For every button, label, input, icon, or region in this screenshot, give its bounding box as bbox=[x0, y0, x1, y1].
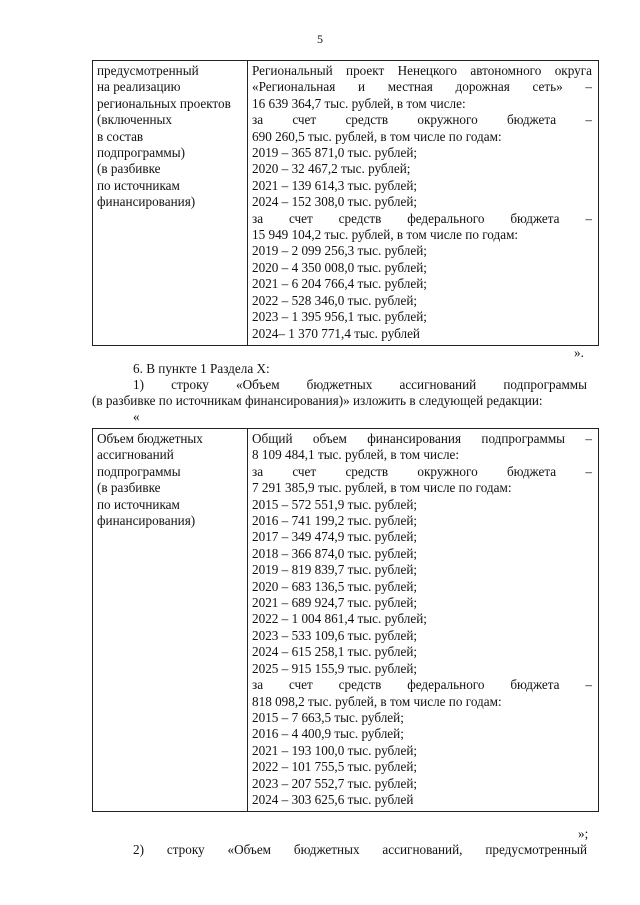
table2-right-just: за счет средств окружного бюджета – bbox=[252, 463, 592, 479]
table1-right-line: 2020 – 4 350 008,0 тыс. рублей; bbox=[252, 259, 427, 275]
table1-left-line: на реализацию bbox=[97, 79, 181, 95]
table1-right-line: 16 639 364,7 тыс. рублей, в том числе: bbox=[252, 95, 466, 111]
table1-left-cell bbox=[93, 61, 248, 346]
table1-left-line: региональных проектов bbox=[97, 95, 231, 111]
table2-right-line: 2019 – 819 839,7 тыс. рублей; bbox=[252, 562, 418, 578]
table1-left-line: подпрограммы) bbox=[97, 145, 186, 161]
table1-right-line: 15 949 104,2 тыс. рублей, в том числе по годам: bbox=[252, 227, 519, 243]
table2-left-line: Объем бюджетных bbox=[97, 431, 203, 446]
table1-left-line: финансирования) bbox=[97, 194, 196, 210]
table2-left-line: по источникам bbox=[97, 496, 180, 512]
table1-right-just: «Региональная и местная дорожная сеть» – bbox=[252, 79, 592, 95]
table2-right-line: 2021 – 689 924,7 тыс. рублей; bbox=[252, 595, 418, 611]
table1-left-text bbox=[97, 63, 243, 211]
closing-quote: »; bbox=[578, 826, 589, 841]
table1-right-line: 2020 – 32 467,2 тыс. рублей; bbox=[252, 161, 411, 177]
table1-left-line: предусмотренный bbox=[97, 63, 199, 78]
table2-right-line: 8 109 484,1 тыс. рублей, в том числе: bbox=[252, 447, 460, 463]
table-row bbox=[93, 61, 599, 346]
table1-right-line: 690 260,5 тыс. рублей, в том числе по годам: bbox=[252, 128, 502, 144]
table1-right-line: 2022 – 528 346,0 тыс. рублей; bbox=[252, 292, 418, 308]
table2-right-line: 2022 – 101 755,5 тыс. рублей; bbox=[252, 759, 418, 775]
table1-right-line: 2024– 1 370 771,4 тыс. рублей bbox=[252, 325, 420, 341]
table-row bbox=[93, 429, 599, 812]
table2-right-just: Общий объем финансирования подпрограммы – bbox=[252, 431, 592, 446]
table2-right-cell bbox=[248, 429, 599, 812]
table1-right-line: 2019 – 365 871,0 тыс. рублей; bbox=[252, 145, 418, 161]
table2-right-line: 2023 – 207 552,7 тыс. рублей; bbox=[252, 775, 418, 791]
page-number: 5 bbox=[317, 32, 323, 46]
table1-left-line: по источникам bbox=[97, 177, 180, 193]
table1-right-just: Региональный проект Ненецкого автономного округа bbox=[252, 63, 592, 78]
table2-right-line: 2016 – 4 400,9 тыс. рублей; bbox=[252, 726, 404, 742]
table2-right-lines-regional bbox=[252, 480, 592, 677]
table2-left-line: финансирования) bbox=[97, 513, 196, 529]
table1-right-line: 2021 – 6 204 766,4 тыс. рублей; bbox=[252, 276, 427, 292]
table-regional-projects bbox=[92, 60, 599, 346]
table2-left-line: ассигнований bbox=[97, 447, 174, 463]
table2-right-line: 2018 – 366 874,0 тыс. рублей; bbox=[252, 545, 418, 561]
table1-right-line: 2021 – 139 614,3 тыс. рублей; bbox=[252, 177, 418, 193]
table2-right-line: 2016 – 741 199,2 тыс. рублей; bbox=[252, 513, 418, 529]
table2-left-text bbox=[97, 431, 243, 529]
table2-right-line: 2015 – 7 663,5 тыс. рублей; bbox=[252, 709, 404, 725]
item-6-subitem-2: 2) строку «Объем бюджетных ассигнований, предусмотренный bbox=[133, 842, 587, 857]
table2-right-just: за счет средств федерального бюджета – bbox=[252, 677, 592, 693]
item-6-subitem-1-cont: (в разбивке по источникам финансирования)» изложить в следующей редакции: bbox=[92, 393, 543, 408]
table1-right-cell bbox=[248, 61, 599, 346]
table1-right-just: за счет средств федерального бюджета – bbox=[252, 210, 592, 226]
table2-right-text bbox=[252, 431, 592, 808]
table1-right-line: 2019 – 2 099 256,3 тыс. рублей; bbox=[252, 243, 427, 259]
table2-right-line: 2015 – 572 551,9 тыс. рублей; bbox=[252, 496, 418, 512]
table2-right-line: 2017 – 349 474,9 тыс. рублей; bbox=[252, 529, 418, 545]
table2-left-line: подпрограммы bbox=[97, 463, 181, 479]
item-6-subitem-1: 1) строку «Объем бюджетных ассигнований подпрограммы bbox=[133, 377, 587, 392]
table-budget-allocations bbox=[92, 428, 599, 812]
table2-right-line: 818 098,2 тыс. рублей, в том числе по годам: bbox=[252, 693, 502, 709]
table2-right-line: 7 291 385,9 тыс. рублей, в том числе по годам: bbox=[252, 480, 512, 496]
table2-left-cell bbox=[93, 429, 248, 812]
item-6-heading: 6. В пункте 1 Раздела X: bbox=[133, 361, 270, 376]
table1-right-text bbox=[252, 63, 592, 342]
opening-quote: « bbox=[133, 409, 140, 424]
table2-right-line: 2023 – 533 109,6 тыс. рублей; bbox=[252, 627, 418, 643]
table1-right-line: 2024 – 152 308,0 тыс. рублей; bbox=[252, 194, 418, 210]
table2-right-line: 2022 – 1 004 861,4 тыс. рублей; bbox=[252, 611, 427, 627]
closing-quote: ». bbox=[574, 345, 584, 360]
table1-right-just: за счет средств окружного бюджета – bbox=[252, 112, 592, 128]
table2-right-lines-federal bbox=[252, 694, 592, 809]
table1-left-line: (в разбивке bbox=[97, 161, 161, 177]
table2-left-line: (в разбивке bbox=[97, 480, 161, 496]
table2-right-line: 2024 – 303 625,6 тыс. рублей bbox=[252, 791, 414, 807]
table1-left-line: (включенных bbox=[97, 112, 173, 128]
table2-right-line: 2024 – 615 258,1 тыс. рублей; bbox=[252, 644, 418, 660]
table1-right-line: 2023 – 1 395 956,1 тыс. рублей; bbox=[252, 309, 427, 325]
table2-right-line: 2021 – 193 100,0 тыс. рублей; bbox=[252, 742, 418, 758]
table1-left-line: в состав bbox=[97, 128, 144, 144]
table2-right-line: 2020 – 683 136,5 тыс. рублей; bbox=[252, 578, 418, 594]
table2-right-line: 2025 – 915 155,9 тыс. рублей; bbox=[252, 660, 418, 676]
